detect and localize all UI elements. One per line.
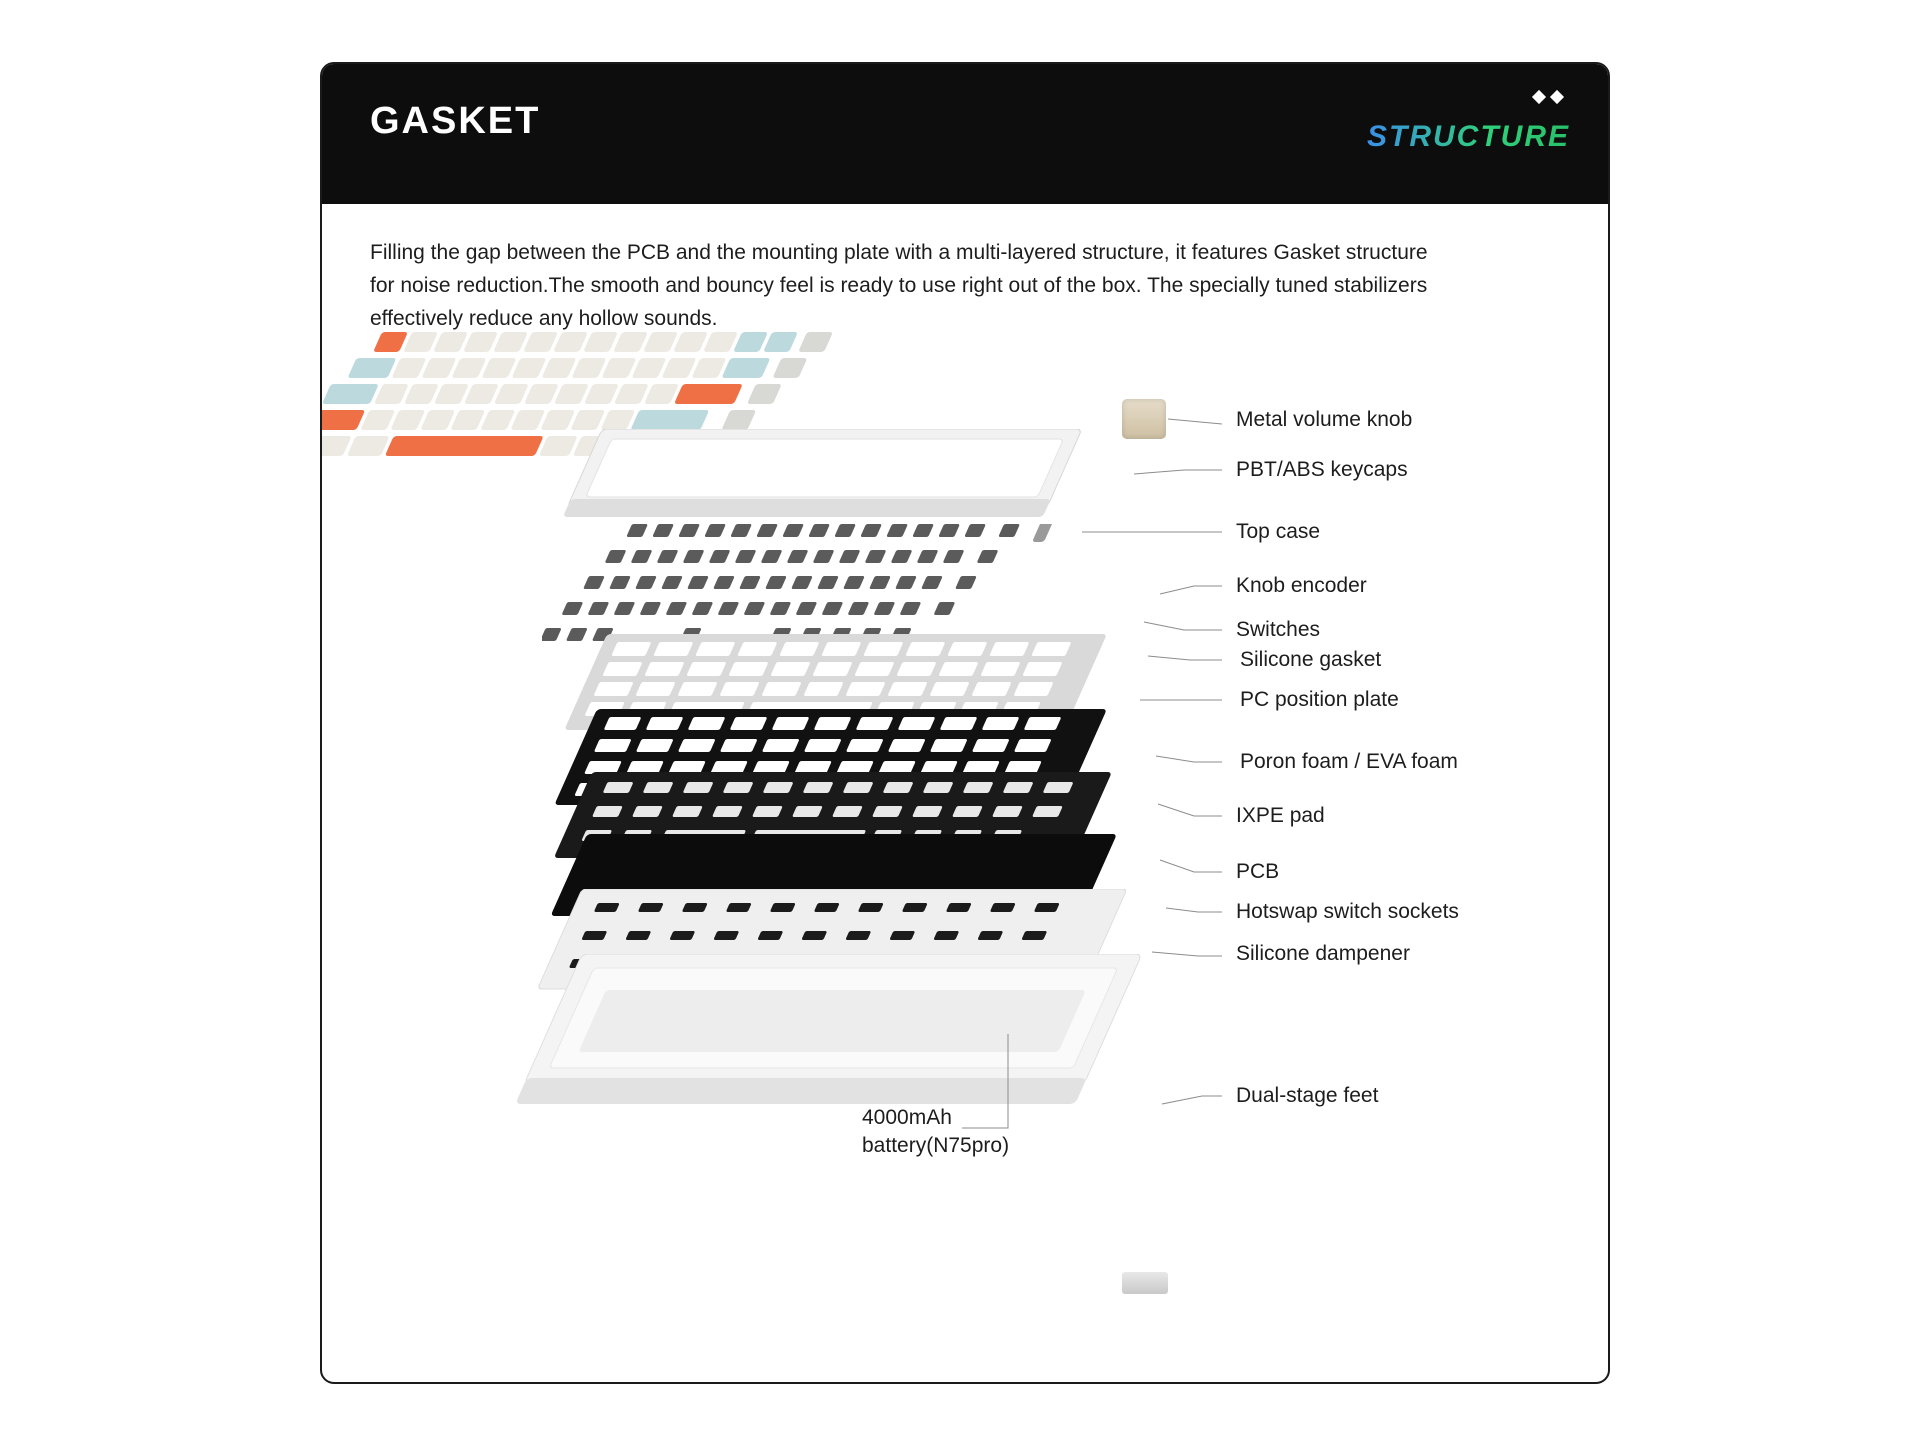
callout-battery-line1: 4000mAh	[862, 1106, 952, 1129]
callout-pcb: PCB	[1236, 860, 1280, 883]
diamond-icon	[1550, 90, 1564, 104]
intro-paragraph: Filling the gap between the PCB and the mounting plate with a multi-layered structure, it features Gasket structure for noise reduction.The smooth and bouncy feel is ready to use right out of the box. The specially tuned stabilizers effectively reduce any hollow sounds.	[370, 241, 1428, 331]
diamond-icon	[1532, 90, 1546, 104]
callout-dual-stage-feet: Dual-stage feet	[1236, 1084, 1379, 1107]
card-header	[322, 64, 1608, 204]
diamond-decoration	[1534, 92, 1562, 102]
callout-pc-position-plate: PC position plate	[1240, 688, 1399, 711]
callout-top-case: Top case	[1236, 520, 1321, 543]
page-title: GASKET	[370, 100, 541, 142]
callout-pbt-abs-keycaps: PBT/ABS keycaps	[1236, 458, 1408, 481]
callout-ixpe-pad: IXPE pad	[1236, 804, 1325, 827]
callout-knob-encoder: Knob encoder	[1236, 574, 1367, 597]
callout-battery	[862, 1104, 1009, 1161]
callout-silicone-dampener: Silicone dampener	[1236, 942, 1410, 965]
callout-hotswap-sockets: Hotswap switch sockets	[1236, 900, 1459, 923]
exploded-view-illustration	[322, 304, 1610, 1344]
callout-switches: Switches	[1236, 618, 1321, 641]
callout-metal-volume-knob: Metal volume knob	[1236, 408, 1413, 431]
callout-battery-line2: battery(N75pro)	[862, 1134, 1010, 1158]
gasket-structure-card	[320, 62, 1610, 1384]
brand-wordmark: STRUCTURE	[1367, 120, 1570, 153]
callout-silicone-gasket: Silicone gasket	[1240, 648, 1382, 671]
leader-lines	[322, 304, 1610, 1344]
callout-poron-eva-foam: Poron foam / EVA foam	[1240, 750, 1458, 773]
